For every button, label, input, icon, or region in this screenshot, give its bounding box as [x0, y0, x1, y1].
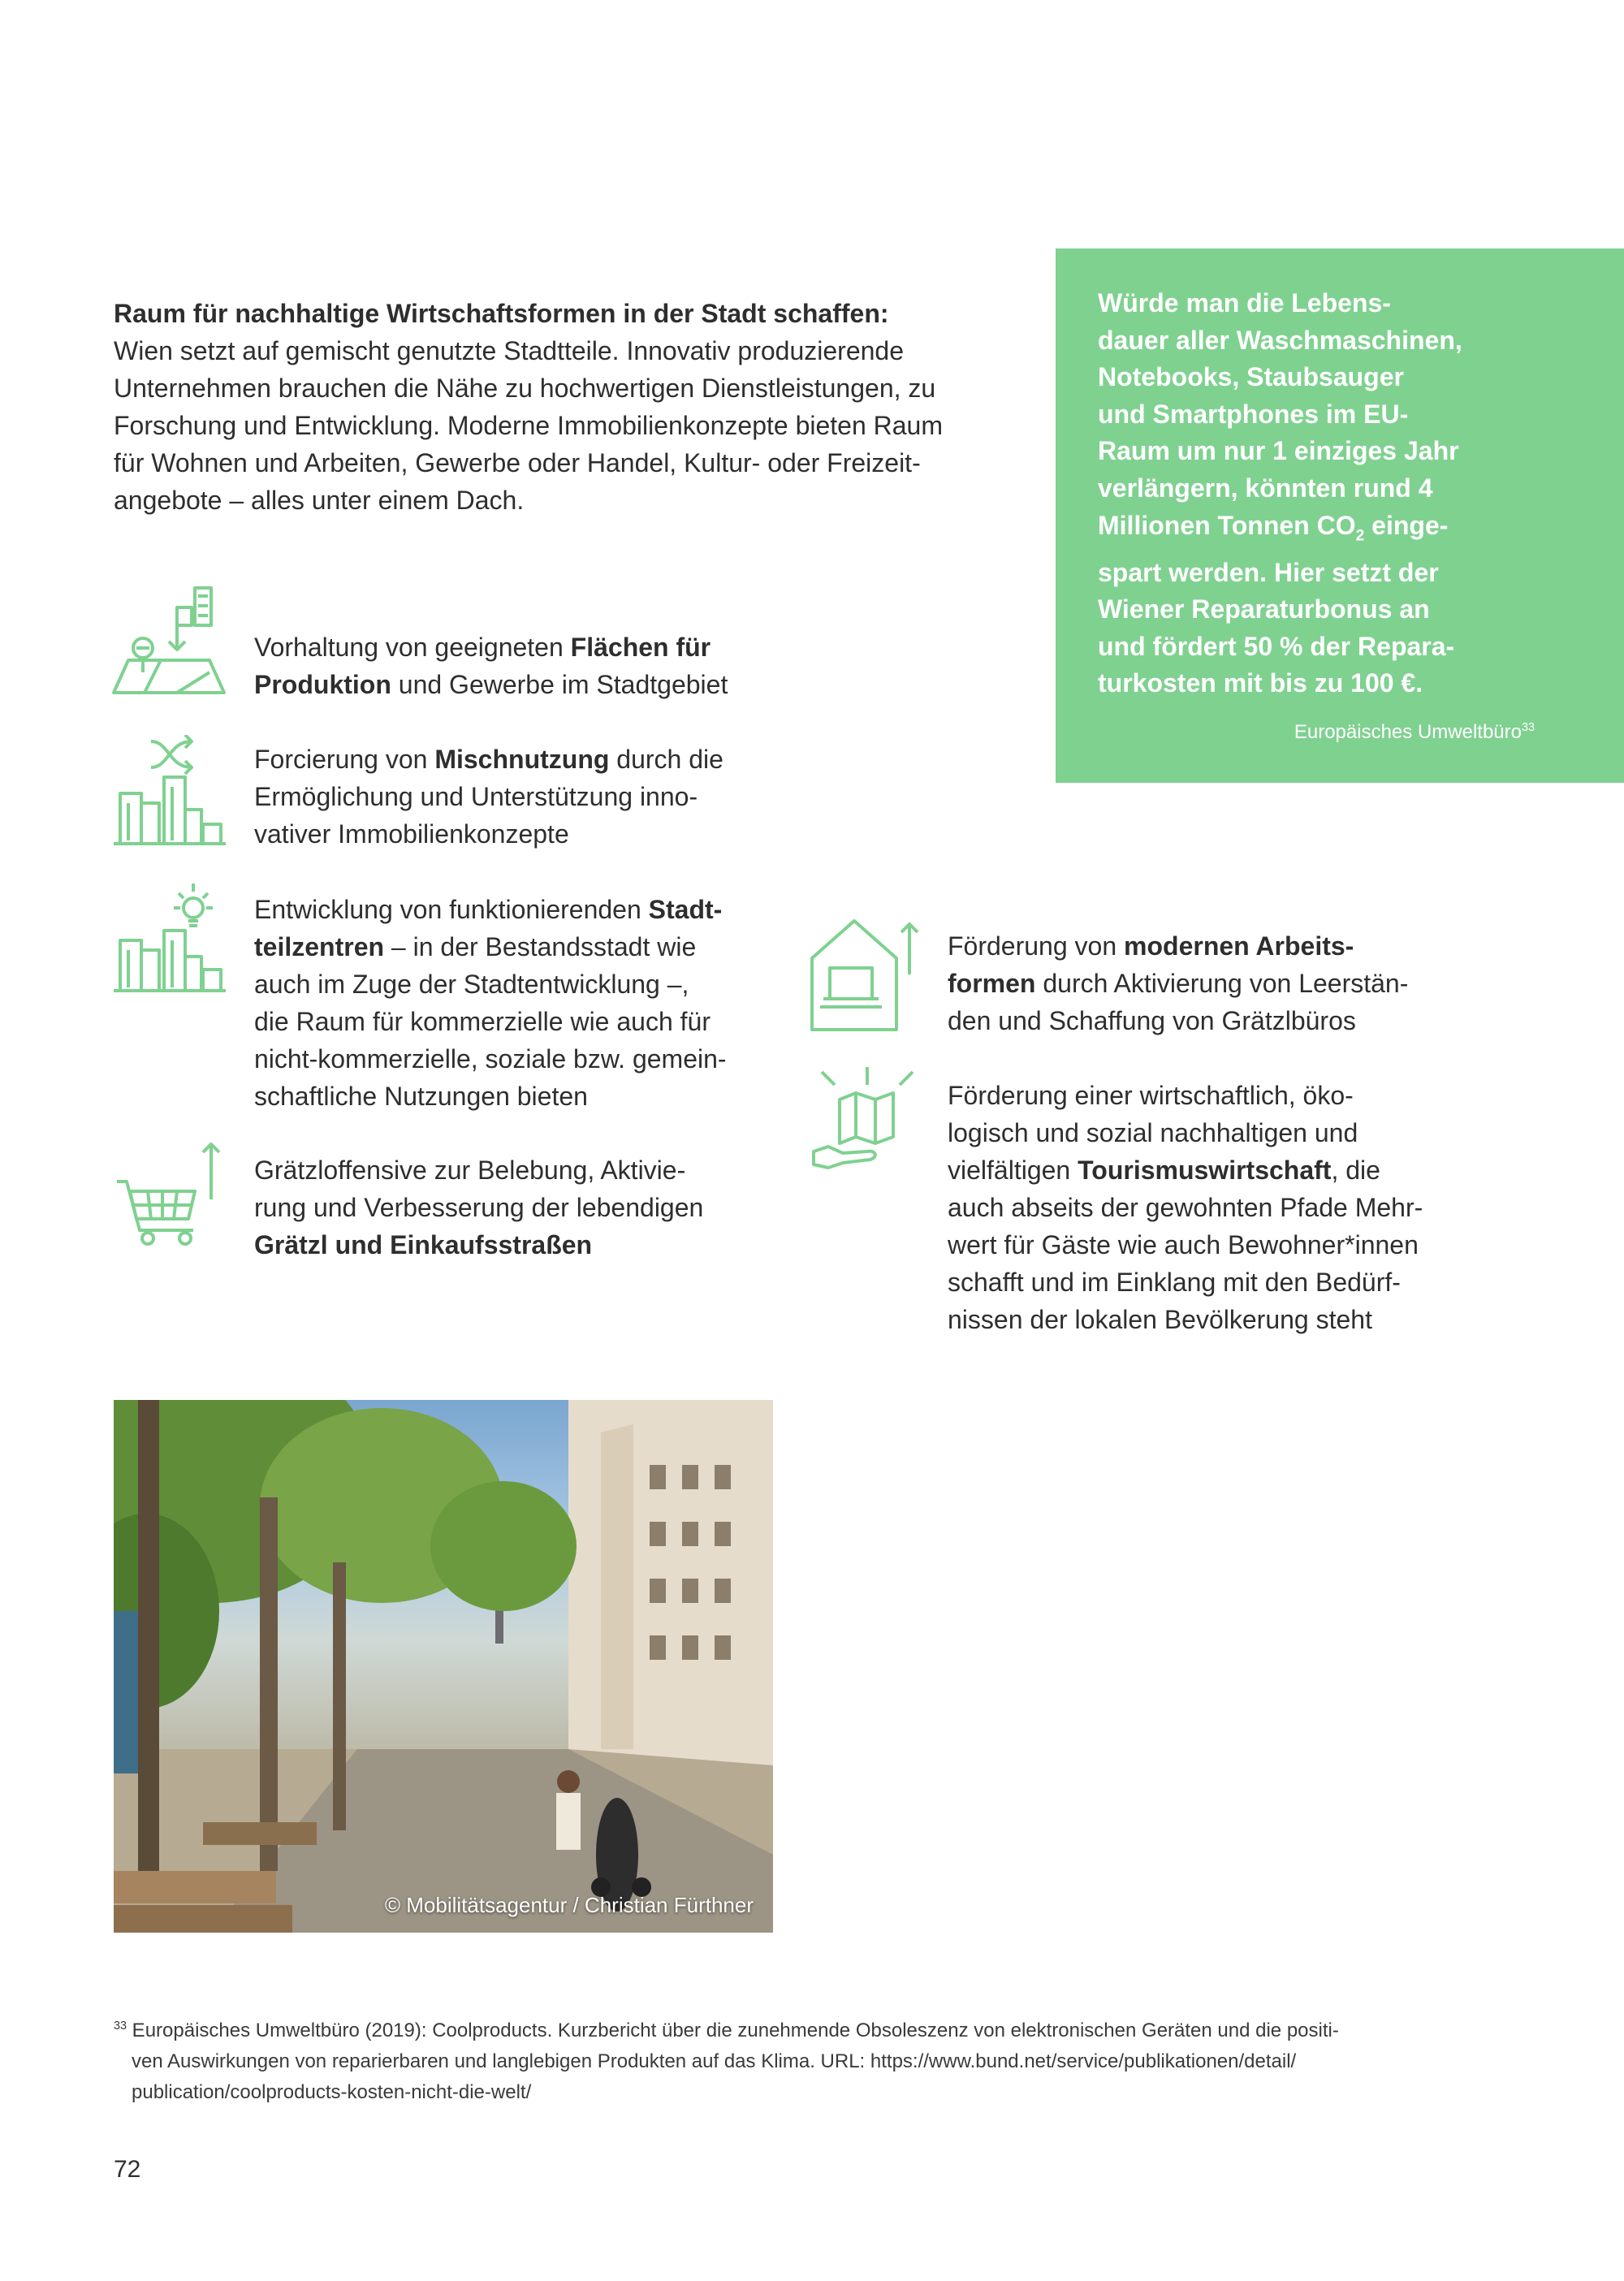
item-flaechen: Vorhaltung von geeigneten Flächen für Produktion und Gewerbe im Stadtgebiet: [254, 633, 728, 699]
shopping-cart-icon: [115, 1141, 221, 1246]
shuffle-buildings-icon: [112, 735, 230, 849]
intro-line: Unternehmen brauchen die Nähe zu hochwertigen Dienstleistungen, zu: [114, 374, 936, 403]
intro-paragraph: [114, 295, 1015, 519]
house-laptop-icon: [806, 918, 919, 1031]
street-scene-illustration: [114, 1400, 773, 1933]
item-tourismus: Förderung einer wirtschaftlich, öko- logisch und sozial nachhaltigen und vielfältigen Tourismuswirtschaft, die auch abseits der gewohnten Pfade Mehr- wert für Gäste wie auch Bewohner*innen schafft und im Einklang mit den Bedürf- nissen der lokalen Bevölkerung steht: [948, 1081, 1423, 1334]
lightbulb-buildings-icon: [112, 882, 230, 996]
intro-line: für Wohnen und Arbeiten, Gewerbe oder Handel, Kultur- oder Freizeit-: [114, 448, 921, 477]
intro-heading: Raum für nachhaltige Wirtschaftsformen in der Stadt schaffen:: [114, 299, 889, 328]
footnote: $^{33}$ Europäisches Umweltbüro (2019): Coolproducts. Kurzbericht über die zunehmende Obsoleszenz von elektronischen Geräten und die positi- ven Auswirkungen von reparierbaren und langlebigen Produkten auf das Klima. URL: https://www.bund.net/service/publikationen/detail/ publication/coolproducts-kosten-nicht-die-welt/: [114, 2020, 1339, 2103]
hand-map-icon: [810, 1065, 924, 1171]
map-pin-buildings-icon: [112, 583, 230, 697]
callout-quote: Würde man die Lebens- dauer aller Waschmaschinen, Notebooks, Staubsauger und Smartphones im EU- Raum um nur 1 einziges Jahr verlängern, könnten rund 4 Millionen Tonnen $CO_2$ einge- spart werden. Hier setzt der Wiener Reparaturbonus an und fördert 50 % der Repara- turkosten mit bis zu 100 €.: [1098, 288, 1462, 698]
callout-source: Europäisches Umweltbüro$^{33}$: [1294, 721, 1535, 743]
callout-box: [1056, 248, 1624, 783]
item-arbeitsformen: Förderung von modernen Arbeits- formen durch Aktivierung von Leerstän- den und Schaffung von Grätzlbüros: [948, 931, 1409, 1035]
street-photo: [114, 1400, 773, 1933]
intro-line: angebote – alles unter einem Dach.: [114, 486, 525, 515]
photo-credit: © Mobilitätsagentur / Christian Fürthner: [384, 1893, 754, 1917]
footnote-ref: 33: [114, 2020, 127, 2033]
page-number: 72: [114, 2156, 141, 2183]
item-stadtteilzentren: Entwicklung von funktionierenden Stadt- teilzentren – in der Bestandsstadt wie auch im Zuge der Stadtentwicklung –, die Raum für kommerzielle wie auch für nicht-kommerzielle, soziale bzw. gemein- schaftliche Nutzungen bieten: [254, 895, 727, 1111]
item-graetzloffensive: Grätzloffensive zur Belebung, Aktivie- rung und Verbesserung der lebendigen Grätzl und Einkaufsstraßen: [254, 1156, 704, 1259]
intro-line: Wien setzt auf gemischt genutzte Stadtteile. Innovativ produzierende: [114, 336, 904, 365]
intro-line: Forschung und Entwicklung. Moderne Immobilienkonzepte bieten Raum: [114, 411, 943, 440]
item-mischnutzung: Forcierung von Mischnutzung durch die Ermöglichung und Unterstützung inno- vativer Immobilienkonzepte: [254, 745, 723, 849]
